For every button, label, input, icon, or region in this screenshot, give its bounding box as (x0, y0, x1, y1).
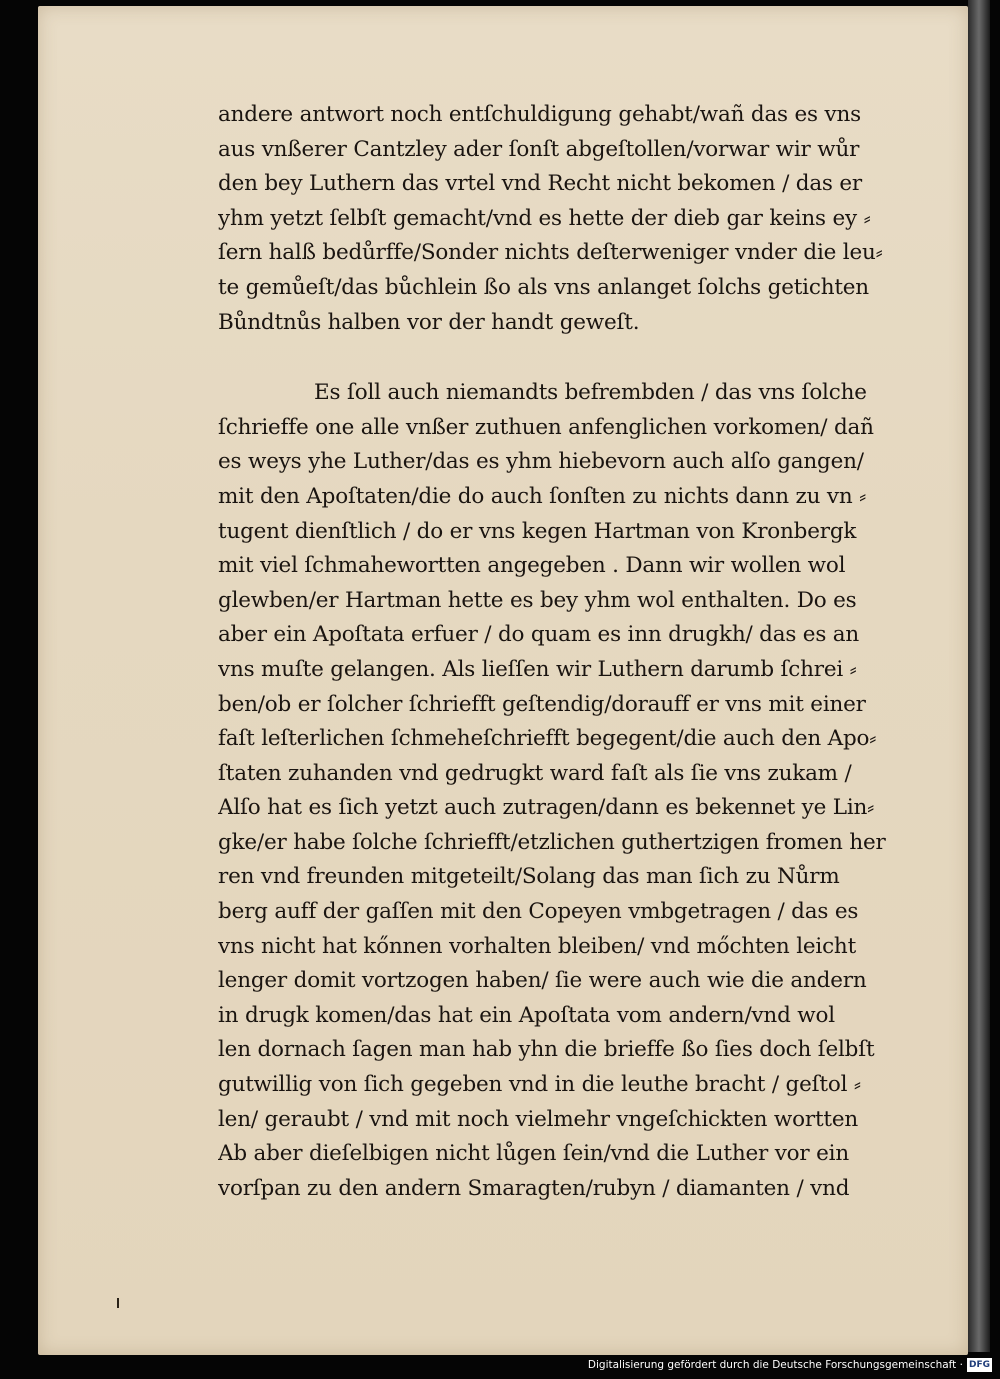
text-line: andere antwort noch entſchuldigung gehabt/wañ das es vns (218, 102, 861, 127)
paragraph-gap (218, 340, 943, 376)
text-line: Ab aber dieſelbigen nicht lůgen ſein/vnd die Luther vor ein (218, 1141, 849, 1167)
text-line: mit viel ſchmahewortten angegeben . Dann wir wollen wol (218, 553, 846, 579)
text-line: lenger domit vortzogen haben/ ſie were auch wie die andern (218, 968, 867, 994)
paragraph-2 (218, 376, 943, 1206)
text-line: aus vnßerer Cantzley ader ſonſt abgeſtollen/vorwar wir wůr (218, 136, 860, 162)
text-line: vns muſte gelangen. Als lieſſen wir Luthern darumb ſchrei ⸗ (218, 656, 857, 682)
page-edge (968, 0, 990, 1352)
text-line: in drugk komen/das hat ein Apoſtata vom andern/vnd wol (218, 1002, 835, 1028)
text-line: es weys yhe Luther/das es yhm hiebevorn auch alſo gangen/ (218, 449, 864, 475)
text-line: aber ein Apoſtata erfuer / do quam es inn drugkh/ das es an (218, 622, 860, 648)
text-line: tugent dienſtlich / do er vns kegen Hartman von Kronbergk (218, 518, 857, 544)
text-line: berg auff der gaſſen mit den Copeyen vmbgetragen / das es (218, 899, 859, 925)
text-line: gutwillig von ſich gegeben vnd in die leuthe bracht / geſtol ⸗ (218, 1072, 861, 1098)
ink-mark (117, 1298, 119, 1308)
text-line: len/ geraubt / vnd mit noch vielmehr vngeſchickten wortten (218, 1106, 858, 1132)
text-line: vns nicht hat kőnnen vorhalten bleiben/ vnd mőchten leicht (218, 933, 857, 959)
text-line: den bey Luthern das vrtel vnd Recht nicht bekomen / das er (218, 171, 863, 197)
paragraph-1 (218, 98, 943, 340)
page-text (218, 98, 943, 1206)
text-line: ren vnd freunden mitgeteilt/Solang das man ſich zu Nůrm (218, 864, 840, 890)
text-line: ſtaten zuhanden vnd gedrugkt ward faſt als ſie vns zukam / (218, 760, 852, 786)
funding-credit: Digitalisierung gefördert durch die Deutsche Forschungsgemeinschaft · (587, 1359, 963, 1371)
text-line: Alſo hat es ſich yetzt auch zutragen/dann es bekennet ye Lin⸗ (218, 795, 875, 821)
text-line: mit den Apoſtaten/die do auch ſonſten zu nichts dann zu vn ⸗ (218, 483, 867, 509)
dfg-logo: DFG (968, 1360, 990, 1370)
text-line: ſchrieffe one alle vnßer zuthuen anfenglichen vorkomen/ dañ (218, 414, 874, 440)
text-line: glewben/er Hartman hette es bey yhm wol enthalten. Do es (218, 587, 857, 613)
text-line: gke/er habe ſolche ſchriefft/etzlichen guthertzigen fromen her (218, 829, 886, 855)
text-line: vorſpan zu den andern Smaragten/rubyn / diamanten / vnd (218, 1175, 850, 1201)
text-line: faſt leſterlichen ſchmeheſchriefft begegent/die auch den Apo⸗ (218, 726, 877, 752)
text-line: yhm yetzt ſelbſt gemacht/vnd es hette der dieb gar keins ey ⸗ (218, 205, 871, 231)
text-line: len dornach ſagen man hab yhn die brieffe ßo ſies doch ſelbſt (218, 1037, 875, 1063)
text-line: ſern halß bedůrffe/Sonder nichts deſterweniger vnder die leu⸗ (218, 240, 883, 266)
text-line: Bůndtnůs halben vor der handt geweſt. (218, 309, 640, 335)
text-line: ben/ob er ſolcher ſchriefft geſtendig/dorauff er vns mit einer (218, 691, 866, 717)
text-line: Es ſoll auch niemandts befrembden / das vns ſolche (314, 380, 867, 406)
digitization-footer (588, 1357, 992, 1373)
text-line: te gemůeſt/das bůchlein ßo als vns anlanget ſolchs getichten (218, 274, 869, 300)
